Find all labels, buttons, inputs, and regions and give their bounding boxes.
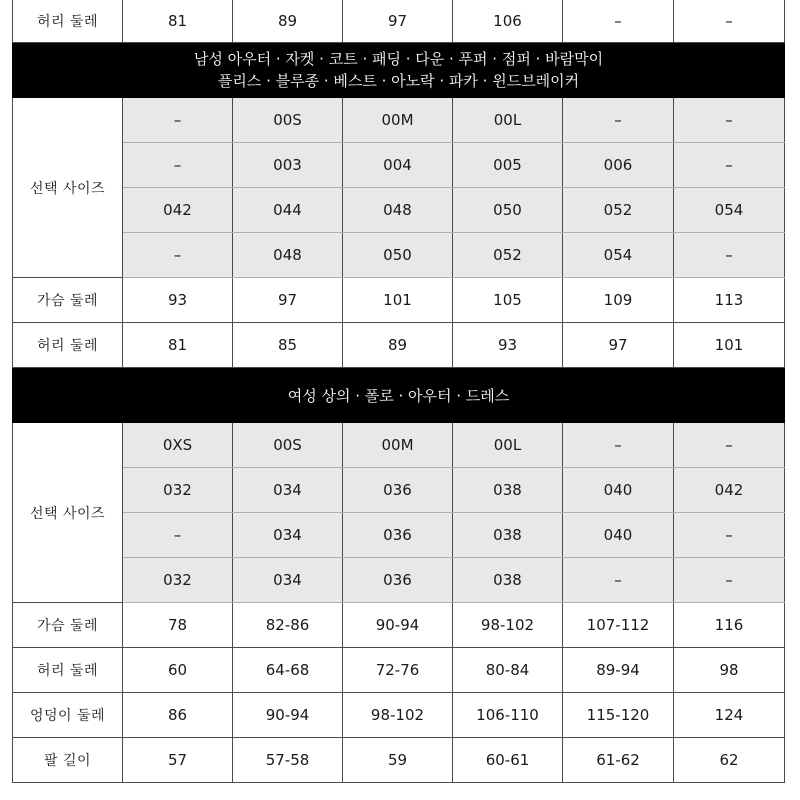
size-cell: 00M	[343, 423, 453, 468]
table-row	[13, 278, 785, 323]
cell: 57	[123, 738, 233, 783]
size-cell: –	[563, 98, 674, 143]
row-label: 허리 둘레	[13, 648, 123, 693]
size-cell: 034	[233, 468, 343, 513]
section-header	[13, 43, 785, 98]
cell: 107-112	[563, 603, 674, 648]
size-cell: 034	[233, 558, 343, 603]
size-cell: –	[674, 233, 785, 278]
table-row	[13, 323, 785, 368]
size-cell: –	[123, 233, 233, 278]
section-header-row	[13, 368, 785, 423]
cell: 82-86	[233, 603, 343, 648]
size-cell: 048	[343, 188, 453, 233]
cell: 93	[453, 323, 563, 368]
cell: 98-102	[343, 693, 453, 738]
cell: 89	[233, 0, 343, 43]
size-cell: 038	[453, 468, 563, 513]
cell: 89	[343, 323, 453, 368]
size-chart	[12, 0, 784, 783]
cell: 106-110	[453, 693, 563, 738]
cell: 60-61	[453, 738, 563, 783]
size-cell: 036	[343, 558, 453, 603]
table-row	[13, 648, 785, 693]
table-row	[13, 188, 785, 233]
row-label: 허리 둘레	[13, 323, 123, 368]
size-cell: –	[123, 143, 233, 188]
section-header-line: 남성 아우터 · 자켓 · 코트 · 패딩 · 다운 · 푸퍼 · 점퍼 · 바람막이	[193, 50, 604, 68]
size-cell: 004	[343, 143, 453, 188]
cell: 60	[123, 648, 233, 693]
size-cell: 042	[123, 188, 233, 233]
size-cell: 032	[123, 468, 233, 513]
cell: 93	[123, 278, 233, 323]
row-label: 허리 둘레	[13, 0, 123, 43]
size-cell: –	[563, 558, 674, 603]
size-cell: 040	[563, 468, 674, 513]
size-cell: 034	[233, 513, 343, 558]
cell: 116	[674, 603, 785, 648]
cell: 85	[233, 323, 343, 368]
cell: 101	[343, 278, 453, 323]
size-label: 선택 사이즈	[13, 98, 123, 278]
cell: 62	[674, 738, 785, 783]
size-cell: –	[563, 423, 674, 468]
table-row	[13, 603, 785, 648]
cell: 59	[343, 738, 453, 783]
cell: 89-94	[563, 648, 674, 693]
cell: 98-102	[453, 603, 563, 648]
size-cell: 048	[233, 233, 343, 278]
cell: 124	[674, 693, 785, 738]
table-row	[13, 693, 785, 738]
section-header-line: 플리스 · 블루종 · 베스트 · 아노락 · 파카 · 윈드브레이커	[217, 72, 580, 90]
cell: 105	[453, 278, 563, 323]
table-row	[13, 143, 785, 188]
row-label: 가슴 둘레	[13, 278, 123, 323]
cell: 97	[233, 278, 343, 323]
size-cell: 044	[233, 188, 343, 233]
size-cell: 042	[674, 468, 785, 513]
table-row	[13, 423, 785, 468]
cell: –	[674, 0, 785, 43]
size-cell: –	[674, 98, 785, 143]
size-cell: 00S	[233, 98, 343, 143]
size-cell: 054	[674, 188, 785, 233]
row-label: 엉덩이 둘레	[13, 693, 123, 738]
cell: 78	[123, 603, 233, 648]
cell: 97	[343, 0, 453, 43]
table-row	[13, 233, 785, 278]
size-cell: 00L	[453, 98, 563, 143]
size-cell: 040	[563, 513, 674, 558]
cell: –	[563, 0, 674, 43]
cell: 101	[674, 323, 785, 368]
table-row	[13, 468, 785, 513]
size-cell: 036	[343, 513, 453, 558]
cell: 97	[563, 323, 674, 368]
size-cell: 00S	[233, 423, 343, 468]
size-cell: 006	[563, 143, 674, 188]
size-cell: –	[674, 143, 785, 188]
size-cell: 038	[453, 558, 563, 603]
cell: 98	[674, 648, 785, 693]
size-cell: –	[123, 513, 233, 558]
size-cell: –	[674, 423, 785, 468]
cell: 72-76	[343, 648, 453, 693]
size-label: 선택 사이즈	[13, 423, 123, 603]
size-cell: 0XS	[123, 423, 233, 468]
cell: 80-84	[453, 648, 563, 693]
size-cell: –	[674, 558, 785, 603]
row-label: 가슴 둘레	[13, 603, 123, 648]
size-cell: 052	[563, 188, 674, 233]
size-cell: 052	[453, 233, 563, 278]
table-row	[13, 98, 785, 143]
size-cell: –	[123, 98, 233, 143]
size-cell: 005	[453, 143, 563, 188]
cell: 115-120	[563, 693, 674, 738]
cell: 81	[123, 323, 233, 368]
size-cell: 036	[343, 468, 453, 513]
size-cell: 00L	[453, 423, 563, 468]
cell: 106	[453, 0, 563, 43]
section-header-row	[13, 43, 785, 98]
table-row	[13, 738, 785, 783]
size-cell: 050	[453, 188, 563, 233]
table-row	[13, 513, 785, 558]
size-cell: 054	[563, 233, 674, 278]
size-cell: 032	[123, 558, 233, 603]
cell: 81	[123, 0, 233, 43]
cell: 64-68	[233, 648, 343, 693]
table-row	[13, 0, 785, 43]
section-header-line: 여성 상의 · 폴로 · 아우터 · 드레스	[287, 386, 510, 405]
size-table	[12, 0, 785, 783]
table-row	[13, 558, 785, 603]
cell: 90-94	[343, 603, 453, 648]
section-header	[13, 368, 785, 423]
cell: 57-58	[233, 738, 343, 783]
cell: 113	[674, 278, 785, 323]
row-label: 팔 길이	[13, 738, 123, 783]
cell: 90-94	[233, 693, 343, 738]
size-cell: –	[674, 513, 785, 558]
cell: 109	[563, 278, 674, 323]
cell: 61-62	[563, 738, 674, 783]
size-cell: 050	[343, 233, 453, 278]
cell: 86	[123, 693, 233, 738]
size-cell: 00M	[343, 98, 453, 143]
size-cell: 038	[453, 513, 563, 558]
size-cell: 003	[233, 143, 343, 188]
